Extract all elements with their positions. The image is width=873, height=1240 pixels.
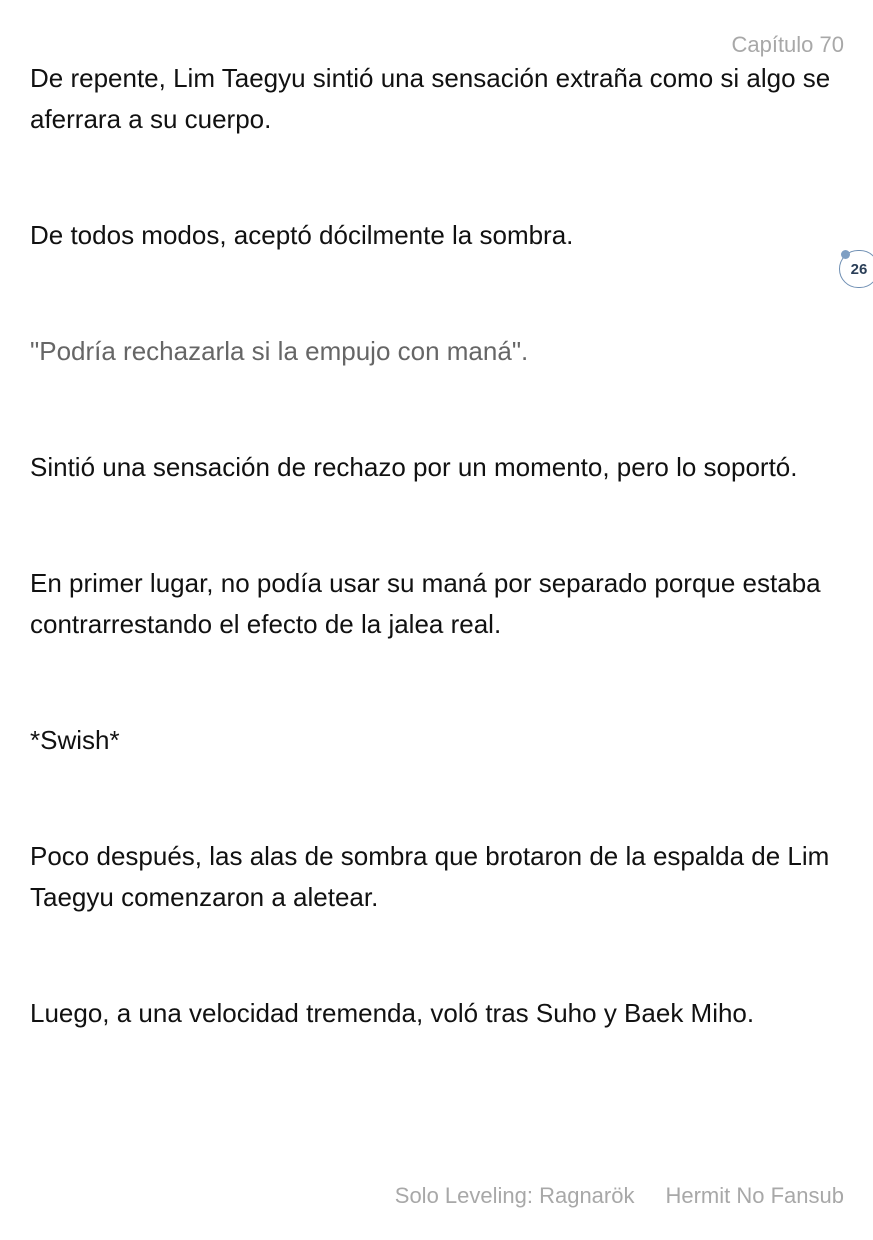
- footer-book-title: Solo Leveling: Ragnarök: [394, 1183, 635, 1208]
- chapter-body: [30, 58, 845, 1109]
- paragraph-3-thought: "Podría rechazarla si la empujo con maná".: [30, 336, 529, 366]
- footer: [395, 1183, 844, 1209]
- paragraph-2: De todos modos, aceptó dócilmente la sombra.: [30, 220, 574, 250]
- paragraph-5: En primer lugar, no podía usar su maná por separado porque estaba contrarrestando el efecto de la jalea real.: [30, 568, 821, 639]
- paragraph-1: De repente, Lim Taegyu sintió una sensación extraña como si algo se aferrara a su cuerpo.: [30, 63, 831, 134]
- paragraph-4: Sintió una sensación de rechazo por un momento, pero lo soportó.: [30, 452, 798, 482]
- chapter-title: Capítulo 70: [731, 32, 844, 57]
- paragraph-8: Luego, a una velocidad tremenda, voló tras Suho y Baek Miho.: [30, 998, 755, 1028]
- footer-translator: Hermit No Fansub: [665, 1183, 844, 1208]
- paragraph-6: *Swish*: [30, 725, 120, 755]
- badge-dot-icon: [841, 250, 850, 259]
- paragraph-7: Poco después, las alas de sombra que brotaron de la espalda de Lim Taegyu comenzaron a aletear.: [30, 841, 830, 912]
- page-number-badge[interactable]: 26: [839, 250, 873, 288]
